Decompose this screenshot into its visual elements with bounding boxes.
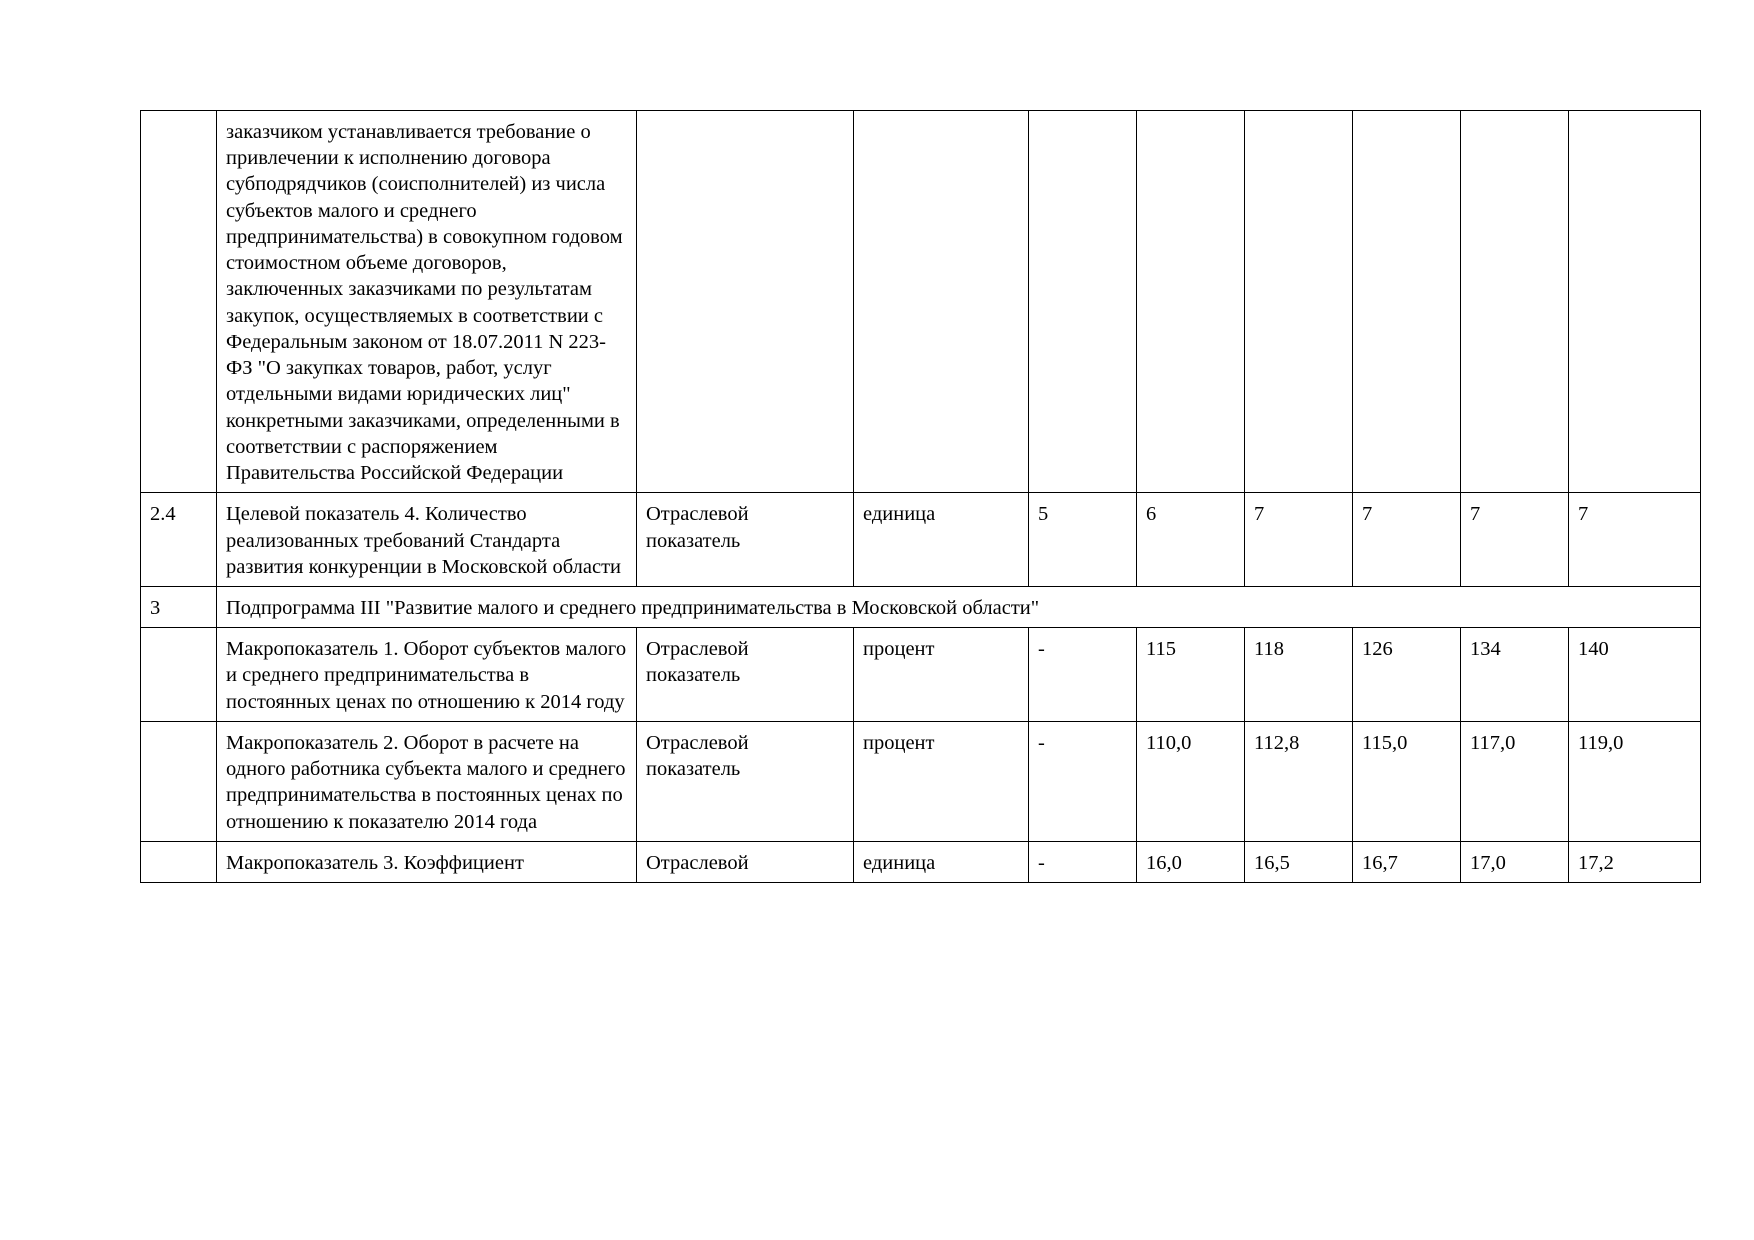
cell-num	[141, 111, 217, 493]
cell-name: Целевой показатель 4. Количество реализованных требований Стандарта развития конкуренции в Московской области	[217, 493, 637, 587]
cell-unit: процент	[854, 721, 1029, 841]
cell-year-5	[1569, 111, 1701, 493]
cell-year-2: 16,5	[1245, 841, 1353, 882]
cell-base: 5	[1029, 493, 1137, 587]
cell-base: -	[1029, 628, 1137, 722]
cell-num: 3	[141, 586, 217, 627]
cell-type: Отраслевой показатель	[637, 628, 854, 722]
cell-year-1: 16,0	[1137, 841, 1245, 882]
cell-name: заказчиком устанавливается требование о привлечении к исполнению договора субподрядчиков (соисполнителей) из числа субъектов малого и среднего предпринимательства) в совокупном годовом стоимостном объеме договоров, заключенных заказчиками по результатам закупок, осуществляемых в соответствии с Федеральным законом от 18.07.2011 N 223-ФЗ "О закупках товаров, работ, услуг отдельными видами юридических лиц" конкретными заказчиками, определенными в соответствии с распоряжением Правительства Российской Федерации	[217, 111, 637, 493]
cell-unit	[854, 111, 1029, 493]
cell-year-4: 117,0	[1461, 721, 1569, 841]
cell-year-2: 7	[1245, 493, 1353, 587]
cell-year-4: 7	[1461, 493, 1569, 587]
cell-num	[141, 628, 217, 722]
cell-name: Макропоказатель 2. Оборот в расчете на одного работника субъекта малого и среднего предпринимательства в постоянных ценах по отношению к показателю 2014 года	[217, 721, 637, 841]
cell-num: 2.4	[141, 493, 217, 587]
cell-num	[141, 721, 217, 841]
cell-type: Отраслевой показатель	[637, 493, 854, 587]
cell-year-3: 126	[1353, 628, 1461, 722]
table-row	[141, 841, 1701, 882]
cell-year-1	[1137, 111, 1245, 493]
cell-type	[637, 111, 854, 493]
cell-year-3	[1353, 111, 1461, 493]
cell-name: Макропоказатель 1. Оборот субъектов малого и среднего предпринимательства в постоянных ценах по отношению к 2014 году	[217, 628, 637, 722]
cell-base: -	[1029, 721, 1137, 841]
cell-year-5: 140	[1569, 628, 1701, 722]
cell-name: Макропоказатель 3. Коэффициент	[217, 841, 637, 882]
cell-year-3: 16,7	[1353, 841, 1461, 882]
indicators-table	[140, 110, 1701, 883]
table-row-section	[141, 586, 1701, 627]
table-row	[141, 721, 1701, 841]
cell-unit: процент	[854, 628, 1029, 722]
cell-year-3: 115,0	[1353, 721, 1461, 841]
cell-type: Отраслевой	[637, 841, 854, 882]
cell-year-1: 110,0	[1137, 721, 1245, 841]
cell-year-2: 112,8	[1245, 721, 1353, 841]
cell-year-4: 17,0	[1461, 841, 1569, 882]
cell-base: -	[1029, 841, 1137, 882]
cell-year-4	[1461, 111, 1569, 493]
cell-base	[1029, 111, 1137, 493]
table-row	[141, 628, 1701, 722]
cell-year-1: 115	[1137, 628, 1245, 722]
cell-year-5: 7	[1569, 493, 1701, 587]
cell-year-3: 7	[1353, 493, 1461, 587]
cell-year-2	[1245, 111, 1353, 493]
cell-year-1: 6	[1137, 493, 1245, 587]
cell-year-2: 118	[1245, 628, 1353, 722]
cell-unit: единица	[854, 841, 1029, 882]
cell-year-4: 134	[1461, 628, 1569, 722]
cell-unit: единица	[854, 493, 1029, 587]
table-row	[141, 111, 1701, 493]
cell-type: Отраслевой показатель	[637, 721, 854, 841]
cell-section-title: Подпрограмма III "Развитие малого и среднего предпринимательства в Московской области"	[217, 586, 1701, 627]
cell-year-5: 17,2	[1569, 841, 1701, 882]
cell-num	[141, 841, 217, 882]
cell-year-5: 119,0	[1569, 721, 1701, 841]
table-row	[141, 493, 1701, 587]
